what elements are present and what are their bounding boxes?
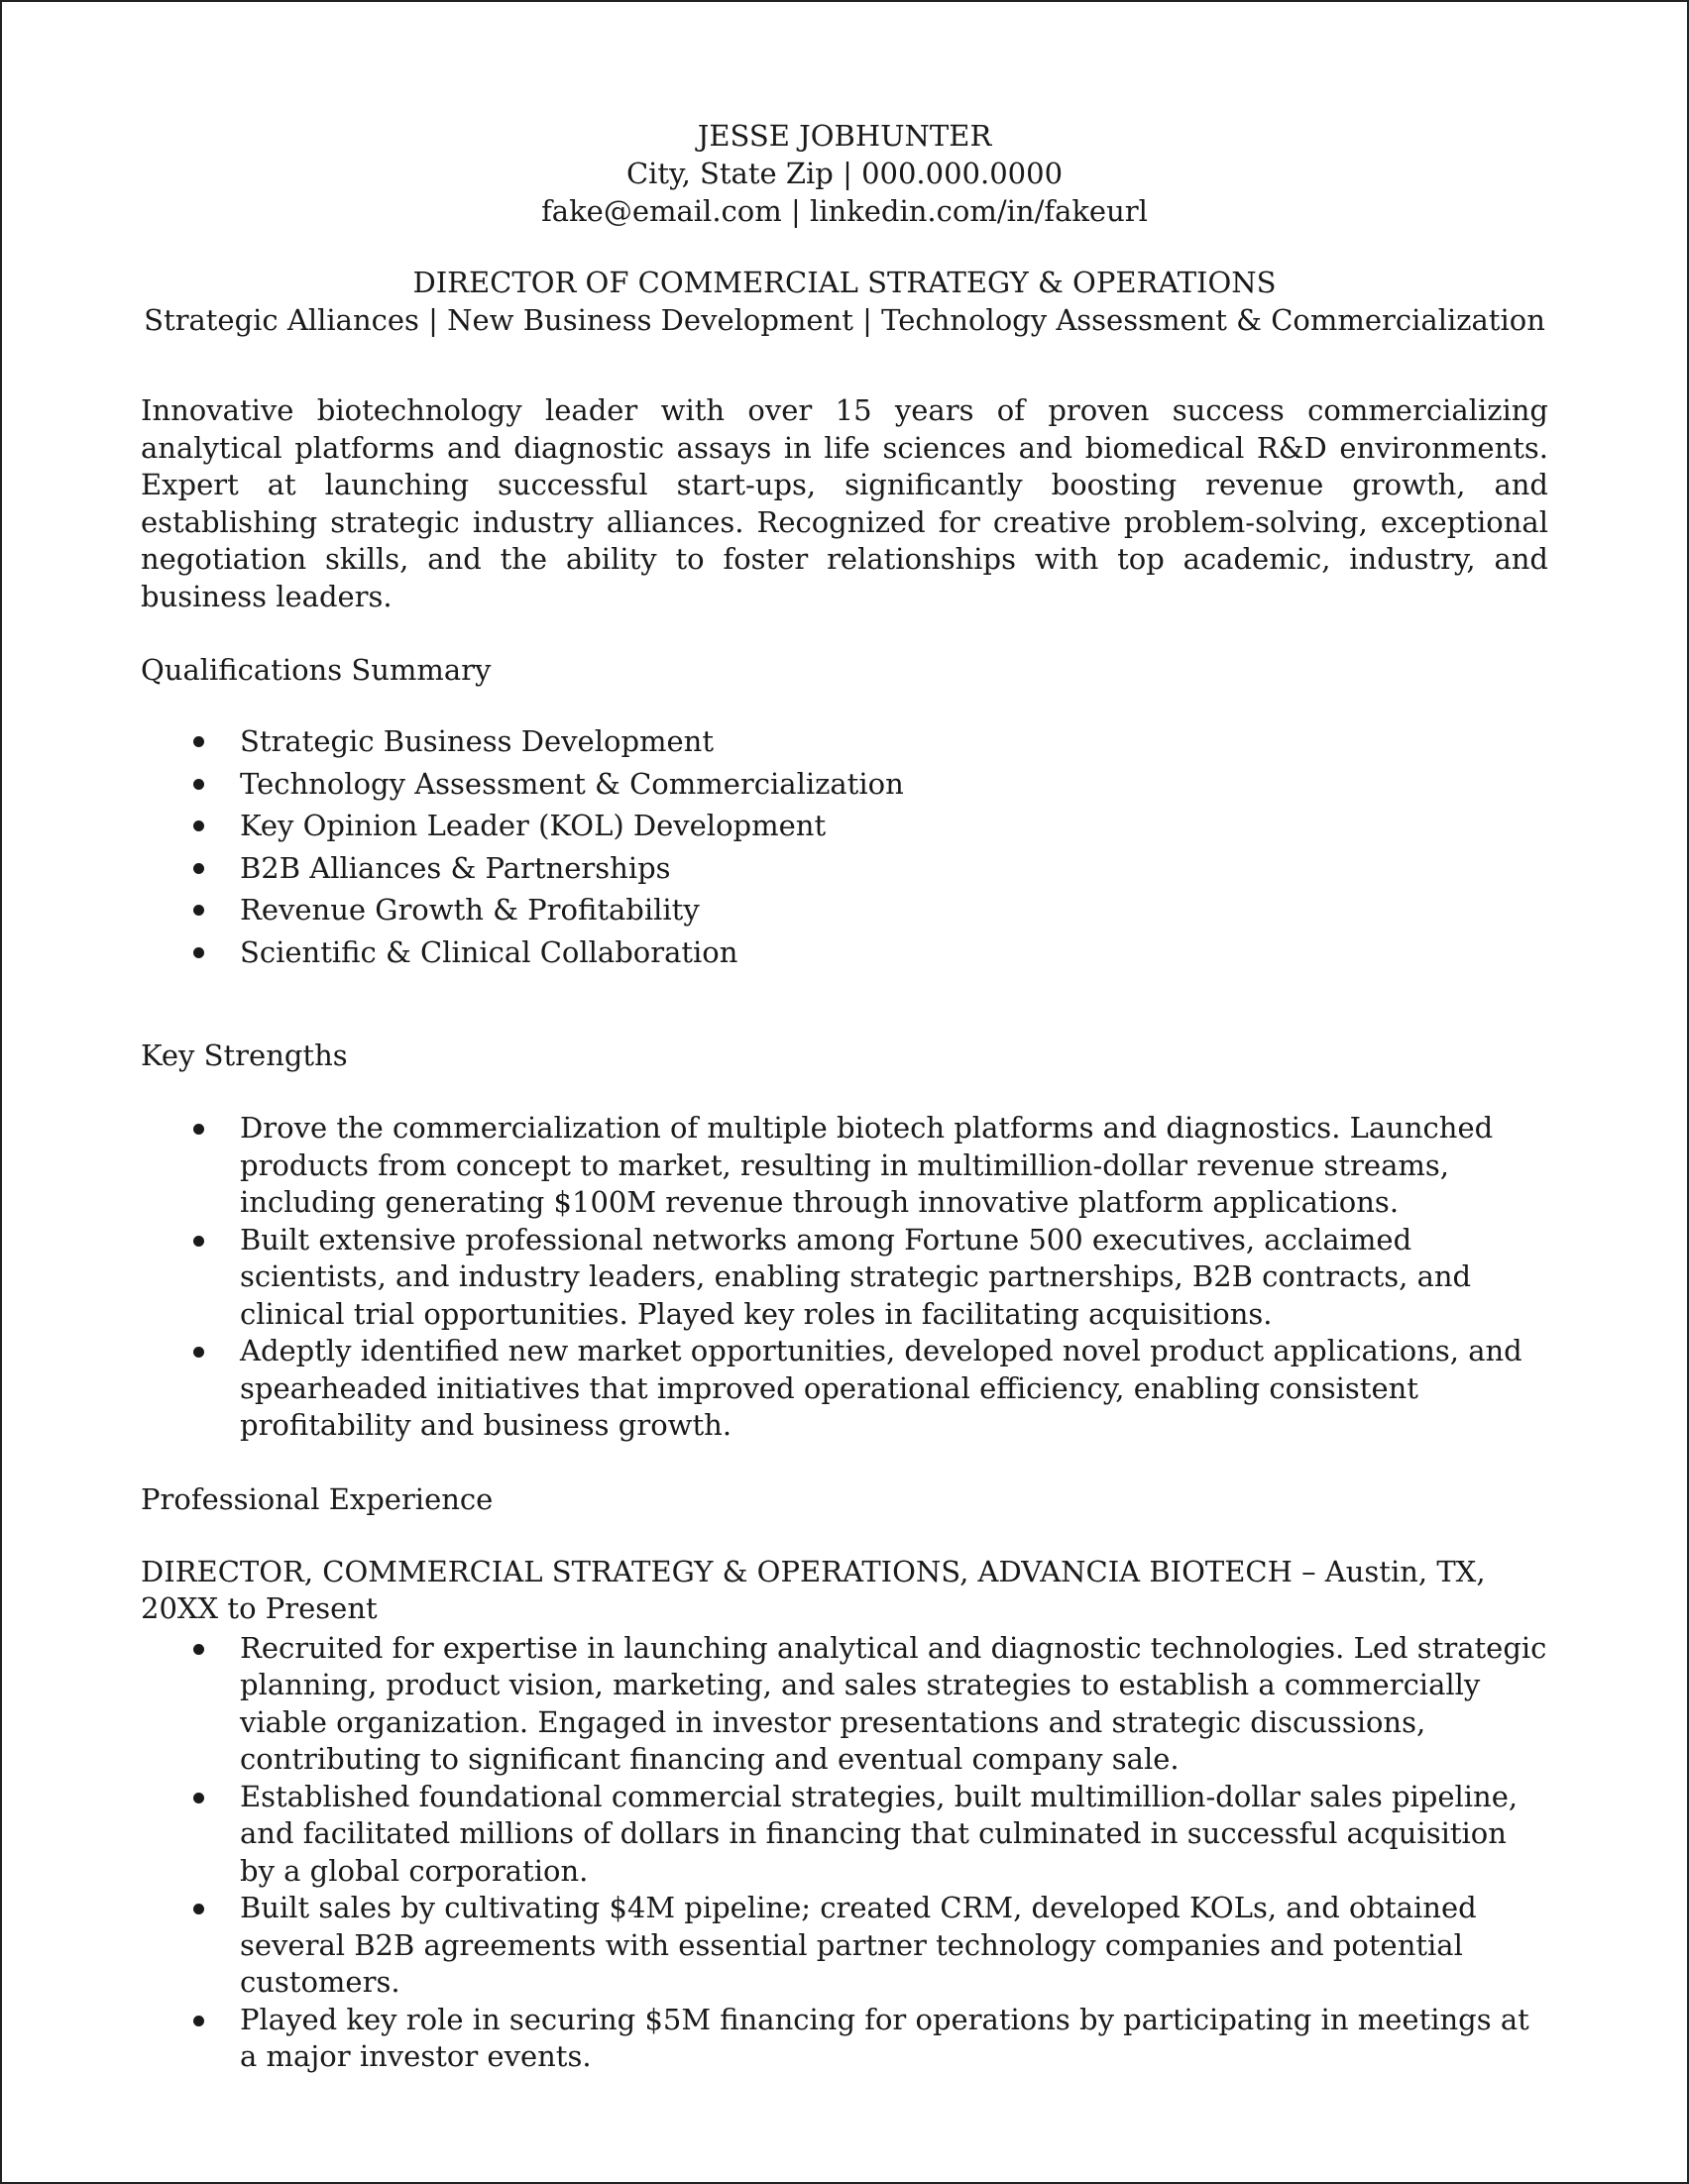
job-bullets	[141, 1630, 1548, 2076]
list-item: Revenue Growth & Profitability	[141, 889, 1548, 931]
bullet-icon	[193, 863, 204, 874]
list-item: B2B Alliances & Partnerships	[141, 847, 1548, 890]
bullet-icon	[193, 947, 204, 958]
experience-heading: Professional Experience	[141, 1481, 494, 1516]
list-item: Drove the commercialization of multiple biotech platforms and diagnostics. Launched products from concept to market, resulting in multimillion-dollar revenue streams, including generating $100M revenue through innovative platform applications.	[141, 1110, 1548, 1222]
list-item: Technology Assessment & Commercialization	[141, 763, 1548, 806]
headline: DIRECTOR OF COMMERCIAL STRATEGY & OPERATIONS	[412, 266, 1277, 299]
list-item: Built extensive professional networks among Fortune 500 executives, acclaimed scientists, and industry leaders, enabling strategic partnerships, B2B contracts, and clinical trial opportunities. Played key roles in facilitating acquisitions.	[141, 1222, 1548, 1334]
list-item: Played key role in securing $5M financing for operations by participating in meetings at a major investor events.	[141, 2002, 1548, 2076]
bullet-icon	[193, 905, 204, 916]
list-item: Key Opinion Leader (KOL) Development	[141, 805, 1548, 847]
location-phone: City, State Zip | 000.000.0000	[625, 157, 1064, 190]
specialties: Strategic Alliances | New Business Development | Technology Assessment & Commercialization	[144, 303, 1545, 337]
resume-header	[141, 117, 1548, 339]
bullet-icon	[193, 1644, 204, 1655]
strengths-list	[141, 1110, 1548, 1445]
job-title: DIRECTOR, COMMERCIAL STRATEGY & OPERATIONS, ADVANCIA BIOTECH – Austin, TX, 20XX to Present	[141, 1554, 1486, 1625]
profile-summary: Innovative biotechnology leader with over 15 years of proven success commercializing analytical platforms and diagnostic assays in life sciences and biomedical R&D environments. Expert at launching successful start-ups, significantly boosting revenue growth, and establishing strategic industry alliances. Recognized for creative problem-solving, exceptional negotiation skills, and the ability to foster relationships with top academic, industry, and business leaders.	[141, 393, 1548, 613]
qualifications-heading: Qualifications Summary	[141, 653, 492, 687]
qualifications-list	[141, 720, 1548, 973]
list-item: Recruited for expertise in launching analytical and diagnostic technologies. Led strategic planning, product vision, marketing, and sales strategies to establish a commercially viable organization. Engaged in investor presentations and strategic discussions, contributing to significant financing and eventual company sale.	[141, 1630, 1548, 1779]
list-item: Scientific & Clinical Collaboration	[141, 931, 1548, 974]
email-linkedin: fake@email.com | linkedin.com/in/fakeurl	[541, 194, 1148, 228]
strengths-heading: Key Strengths	[141, 1038, 348, 1072]
list-item: Strategic Business Development	[141, 720, 1548, 763]
bullet-icon	[193, 779, 204, 790]
list-item: Adeptly identified new market opportunities, developed novel product applications, and spearheaded initiatives that improved operational efficiency, enabling consistent profitability and business growth.	[141, 1333, 1548, 1445]
list-item: Established foundational commercial strategies, built multimillion-dollar sales pipeline, and facilitated millions of dollars in financing that culminated in successful acquisition by a global corporation.	[141, 1779, 1548, 1891]
list-item: Built sales by cultivating $4M pipeline; created CRM, developed KOLs, and obtained several B2B agreements with essential partner technology companies and potential customers.	[141, 1890, 1548, 2002]
bullet-icon	[193, 1236, 204, 1247]
bullet-icon	[193, 1904, 204, 1914]
bullet-icon	[193, 820, 204, 831]
bullet-icon	[193, 1347, 204, 1358]
resume-document	[141, 117, 1548, 2076]
bullet-icon	[193, 736, 204, 747]
bullet-icon	[193, 1124, 204, 1135]
bullet-icon	[193, 1793, 204, 1803]
bullet-icon	[193, 2016, 204, 2026]
candidate-name: JESSE JOBHUNTER	[697, 119, 992, 153]
